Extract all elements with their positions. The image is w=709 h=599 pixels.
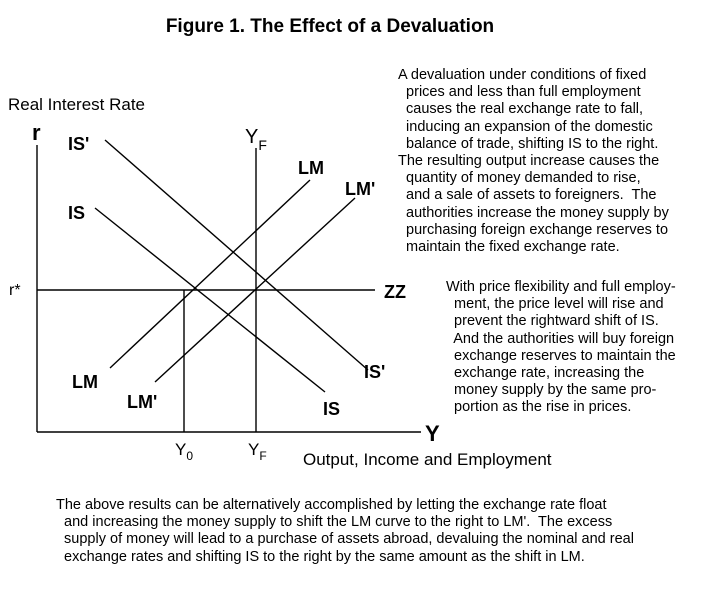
lm-label-bottom: LM xyxy=(72,372,98,392)
paragraph-line: quantity of money demanded to rise, xyxy=(398,170,641,187)
is-label-top: IS xyxy=(68,203,86,223)
paragraph-line: inducing an expansion of the domestic xyxy=(398,118,653,135)
paragraph-line: exchange rate, increasing the xyxy=(446,365,645,382)
y-axis-symbol: r xyxy=(32,120,41,145)
paragraph-line: purchasing foreign exchange reserves to xyxy=(398,221,669,238)
lm-curve xyxy=(110,180,310,368)
is-label-bottom: IS xyxy=(323,399,341,419)
paragraph-line: supply of money will lead to a purchase of assets abroad, devaluing the nominal and real xyxy=(56,531,634,548)
paragraph-line: causes the real exchange rate to fall, xyxy=(398,101,644,118)
paragraph-line: money supply by the same pro- xyxy=(446,382,657,399)
yf-tick-label: $Y_F$ xyxy=(248,440,267,463)
yf-top-label: $Y_F$ xyxy=(245,126,267,153)
lm-prime-label-top: LM' xyxy=(345,179,376,199)
paragraph-line: With price flexibility and full employ- xyxy=(446,279,676,295)
y-axis-title: Real Interest Rate xyxy=(8,95,146,114)
paragraph-line: and increasing the money supply to shift the LM curve to the right to LM'. The excess xyxy=(56,514,613,531)
paragraph-line: The above results can be alternatively accomplished by letting the exchange rate float xyxy=(56,497,607,513)
paragraph-line: exchange reserves to maintain the xyxy=(446,347,676,364)
lm-label-top: LM xyxy=(298,158,324,178)
explanation-paragraph-fixed-prices xyxy=(398,67,669,256)
paragraph-line: prices and less than full employment xyxy=(398,84,641,101)
paragraph-line: portion as the rise in prices. xyxy=(446,399,632,416)
paragraph-line: prevent the rightward shift of IS. xyxy=(446,313,659,330)
explanation-paragraph-flexible-prices xyxy=(446,279,676,417)
paragraph-line: authorities increase the money supply by xyxy=(398,204,669,221)
x-axis-symbol: Y xyxy=(425,421,440,446)
zz-label: ZZ xyxy=(384,282,406,302)
y0-tick-label: $Y_0$ xyxy=(175,440,194,463)
x-axis-title: Output, Income and Employment xyxy=(303,450,552,469)
paragraph-line: and a sale of assets to foreigners. The xyxy=(398,187,657,204)
paragraph-line: maintain the fixed exchange rate. xyxy=(398,239,620,256)
explanation-paragraph-floating-rate xyxy=(56,497,634,566)
paragraph-line: The resulting output increase causes the xyxy=(398,153,660,170)
paragraph-line: A devaluation under conditions of fixed xyxy=(398,67,647,83)
is-prime-label-bottom: IS' xyxy=(364,362,386,382)
lm-prime-label-bottom: LM' xyxy=(127,392,158,412)
paragraph-line: And the authorities will buy foreign xyxy=(446,330,675,347)
paragraph-line: balance of trade, shifting IS to the right. xyxy=(398,135,659,152)
figure-title: Figure 1. The Effect of a Devaluation xyxy=(165,16,495,37)
paragraph-line: exchange rates and shifting IS to the right by the same amount as the shift in LM. xyxy=(56,548,585,565)
paragraph-line: ment, the price level will rise and xyxy=(446,296,664,313)
r-star-label: r* xyxy=(9,282,21,299)
is-prime-label-top: IS' xyxy=(68,134,90,154)
is-curve xyxy=(95,208,325,392)
